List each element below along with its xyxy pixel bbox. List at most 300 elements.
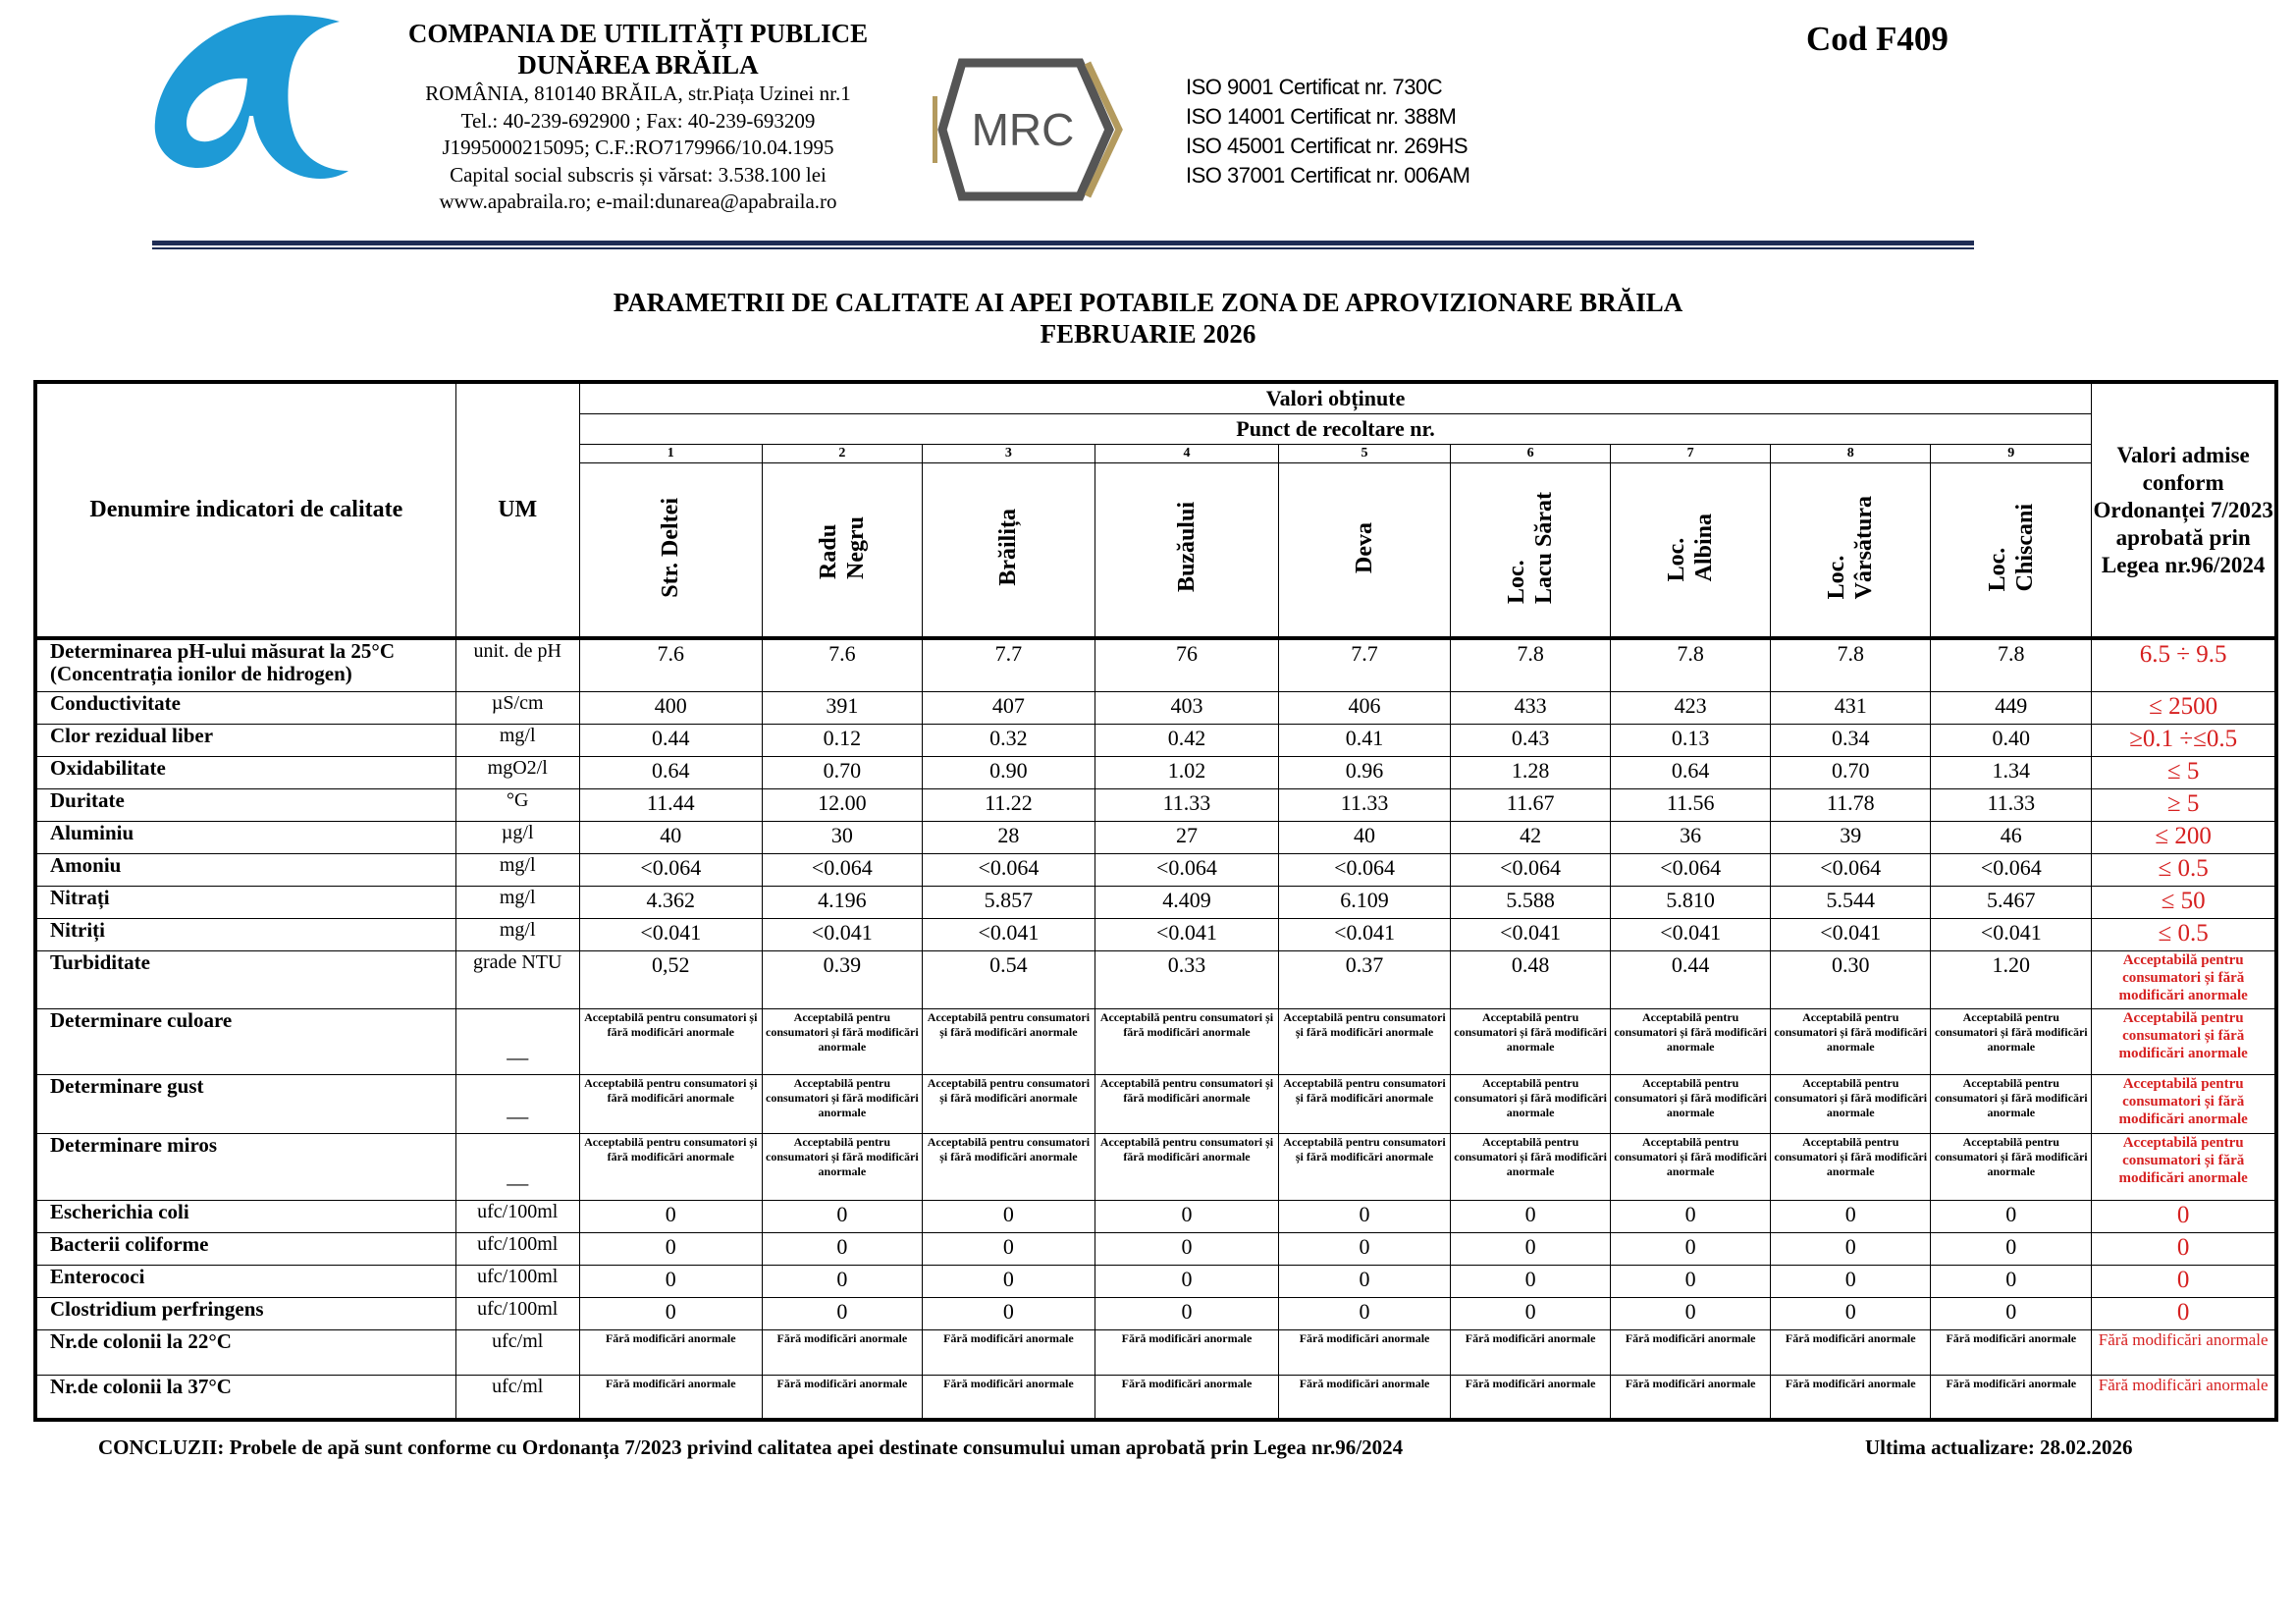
last-update-text: Ultima actualizare: 28.02.2026 bbox=[1865, 1435, 2133, 1459]
sampling-point-name: Str. Deltei bbox=[658, 497, 684, 598]
measured-value: Fără modificări anormale bbox=[1095, 1375, 1278, 1420]
measured-value: 4.409 bbox=[1095, 886, 1278, 918]
table-row bbox=[35, 886, 2276, 918]
measured-value: 0 bbox=[1095, 1200, 1278, 1232]
measured-value: <0.064 bbox=[579, 853, 762, 886]
measured-value: Fără modificări anormale bbox=[1451, 1329, 1611, 1375]
measured-value: 30 bbox=[762, 821, 922, 853]
indicator-unit: mgO2/l bbox=[455, 756, 579, 788]
measured-value: 407 bbox=[922, 691, 1095, 724]
measured-value: 0.33 bbox=[1095, 950, 1278, 1008]
company-name-line2: DUNĂREA BRĂILA bbox=[517, 50, 759, 80]
measured-value: 0 bbox=[762, 1232, 922, 1265]
sampling-point-number: 1 bbox=[579, 445, 762, 463]
measured-value: 0 bbox=[1611, 1265, 1771, 1297]
measured-value: Fără modificări anormale bbox=[1279, 1375, 1451, 1420]
indicator-unit: — bbox=[455, 1074, 579, 1133]
indicator-name: Clor rezidual liber bbox=[35, 724, 455, 756]
measured-value: 0 bbox=[579, 1200, 762, 1232]
measured-value: Fără modificări anormale bbox=[1931, 1375, 2092, 1420]
title-line1: PARAMETRII DE CALITATE AI APEI POTABILE ZONA DE APROVIZIONARE BRĂILA bbox=[613, 288, 1683, 317]
indicator-name: Duritate bbox=[35, 788, 455, 821]
admitted-value: ≥0.1 ÷≤0.5 bbox=[2092, 724, 2276, 756]
measured-value: 0 bbox=[1451, 1297, 1611, 1329]
iso-certificates bbox=[1186, 73, 1470, 190]
table-row bbox=[35, 1265, 2276, 1297]
indicator-name: Determinare culoare bbox=[35, 1008, 455, 1074]
indicator-unit: — bbox=[455, 1008, 579, 1074]
measured-value: 0.42 bbox=[1095, 724, 1278, 756]
measured-value: 7.8 bbox=[1771, 638, 1931, 691]
indicator-name: Nitrați bbox=[35, 886, 455, 918]
admitted-value: 0 bbox=[2092, 1200, 2276, 1232]
measured-value: 0.39 bbox=[762, 950, 922, 1008]
measured-value: 11.22 bbox=[922, 788, 1095, 821]
header-um: UM bbox=[455, 382, 579, 638]
measured-value: Acceptabilă pentru consumatori și fără modificări anormale bbox=[579, 1074, 762, 1133]
measured-value: 4.196 bbox=[762, 886, 922, 918]
admitted-value: ≤ 0.5 bbox=[2092, 918, 2276, 950]
measured-value: 0.30 bbox=[1771, 950, 1931, 1008]
iso-45001: ISO 45001 Certificat nr. 269HS bbox=[1186, 134, 1468, 158]
measured-value: 0 bbox=[1771, 1265, 1931, 1297]
table-row bbox=[35, 724, 2276, 756]
indicator-name: Nr.de colonii la 37°C bbox=[35, 1375, 455, 1420]
measured-value: 400 bbox=[579, 691, 762, 724]
measured-value: 5.810 bbox=[1611, 886, 1771, 918]
measured-value: <0.064 bbox=[1931, 853, 2092, 886]
measured-value: Acceptabilă pentru consumatori și fără modificări anormale bbox=[1451, 1074, 1611, 1133]
measured-value: 0 bbox=[1771, 1297, 1931, 1329]
measured-value: 7.7 bbox=[1279, 638, 1451, 691]
measured-value: 0 bbox=[1931, 1200, 2092, 1232]
measured-value: Fără modificări anormale bbox=[1771, 1375, 1931, 1420]
indicator-unit: µg/l bbox=[455, 821, 579, 853]
iso-14001: ISO 14001 Certificat nr. 388M bbox=[1186, 104, 1457, 129]
measured-value: 0.64 bbox=[579, 756, 762, 788]
measured-value: <0.041 bbox=[1931, 918, 2092, 950]
header-admitted-values: Valori admise conform Ordonanței 7/2023 aprobată prin Legea nr.96/2024 bbox=[2092, 382, 2276, 638]
company-web: www.apabraila.ro; e-mail:dunarea@apabraila.ro bbox=[439, 189, 837, 213]
indicator-unit: mg/l bbox=[455, 724, 579, 756]
measured-value: Acceptabilă pentru consumatori și fără modificări anormale bbox=[1931, 1008, 2092, 1074]
admitted-value: ≤ 0.5 bbox=[2092, 853, 2276, 886]
header-sampling-points: Punct de recoltare nr. bbox=[579, 414, 2092, 445]
measured-value: 0.13 bbox=[1611, 724, 1771, 756]
admitted-value: ≤ 200 bbox=[2092, 821, 2276, 853]
measured-value: 0.70 bbox=[1771, 756, 1931, 788]
measured-value: 406 bbox=[1279, 691, 1451, 724]
measured-value: 0 bbox=[1931, 1232, 2092, 1265]
table-row bbox=[35, 788, 2276, 821]
company-logo-icon bbox=[147, 14, 348, 181]
sampling-point-name: Radu Negru bbox=[815, 515, 869, 579]
indicator-name: Escherichia coli bbox=[35, 1200, 455, 1232]
measured-value: <0.064 bbox=[1279, 853, 1451, 886]
measured-value: 11.44 bbox=[579, 788, 762, 821]
measured-value: <0.064 bbox=[1095, 853, 1278, 886]
admitted-value: ≤ 2500 bbox=[2092, 691, 2276, 724]
measured-value: <0.041 bbox=[1451, 918, 1611, 950]
title-line2: FEBRUARIE 2026 bbox=[1040, 319, 1256, 349]
sampling-point-number: 4 bbox=[1095, 445, 1278, 463]
table-row bbox=[35, 1200, 2276, 1232]
indicator-unit: ufc/100ml bbox=[455, 1265, 579, 1297]
measured-value: Acceptabilă pentru consumatori și fără modificări anormale bbox=[1451, 1008, 1611, 1074]
measured-value: 0 bbox=[922, 1200, 1095, 1232]
admitted-value: ≥ 5 bbox=[2092, 788, 2276, 821]
measured-value: Fără modificări anormale bbox=[762, 1375, 922, 1420]
measured-value: Fără modificări anormale bbox=[1611, 1329, 1771, 1375]
measured-value: 11.33 bbox=[1279, 788, 1451, 821]
measured-value: 0 bbox=[1451, 1265, 1611, 1297]
table-row bbox=[35, 821, 2276, 853]
indicator-name: Determinare miros bbox=[35, 1133, 455, 1200]
measured-value: Acceptabilă pentru consumatori și fără modificări anormale bbox=[1931, 1074, 2092, 1133]
sampling-point-location bbox=[579, 463, 762, 639]
measured-value: 4.362 bbox=[579, 886, 762, 918]
measured-value: 0 bbox=[579, 1265, 762, 1297]
indicator-name: Bacterii coliforme bbox=[35, 1232, 455, 1265]
measured-value: Acceptabilă pentru consumatori și fără modificări anormale bbox=[1451, 1133, 1611, 1200]
table-row bbox=[35, 1074, 2276, 1133]
sampling-point-location bbox=[1451, 463, 1611, 639]
measured-value: 0.41 bbox=[1279, 724, 1451, 756]
measured-value: 39 bbox=[1771, 821, 1931, 853]
mrc-certification-logo-icon bbox=[933, 57, 1124, 202]
table-row bbox=[35, 638, 2276, 691]
header-divider-thin bbox=[152, 247, 1974, 249]
sampling-point-location bbox=[922, 463, 1095, 639]
measured-value: Fără modificări anormale bbox=[1095, 1329, 1278, 1375]
measured-value: 1.34 bbox=[1931, 756, 2092, 788]
indicator-unit: — bbox=[455, 1133, 579, 1200]
table-row bbox=[35, 756, 2276, 788]
measured-value: Acceptabilă pentru consumatori și fără modificări anormale bbox=[1279, 1133, 1451, 1200]
measured-value: 0.70 bbox=[762, 756, 922, 788]
sampling-point-location bbox=[1931, 463, 2092, 639]
admitted-value: Acceptabilă pentru consumatori și fără modificări anormale bbox=[2092, 1074, 2276, 1133]
iso-9001: ISO 9001 Certificat nr. 730C bbox=[1186, 75, 1443, 99]
water-quality-table bbox=[33, 380, 2278, 1422]
measured-value: 7.6 bbox=[579, 638, 762, 691]
measured-value: Acceptabilă pentru consumatori și fără modificări anormale bbox=[922, 1074, 1095, 1133]
admitted-value: Fără modificări anormale bbox=[2092, 1375, 2276, 1420]
table-row bbox=[35, 1297, 2276, 1329]
indicator-unit: mg/l bbox=[455, 918, 579, 950]
measured-value: 28 bbox=[922, 821, 1095, 853]
measured-value: Fără modificări anormale bbox=[579, 1375, 762, 1420]
sampling-point-number: 5 bbox=[1279, 445, 1451, 463]
header-indicator-name: Denumire indicatori de calitate bbox=[35, 382, 455, 638]
header-values-obtained: Valori obținute bbox=[579, 382, 2092, 414]
indicator-name: Clostridium perfringens bbox=[35, 1297, 455, 1329]
measured-value: 0 bbox=[1931, 1297, 2092, 1329]
measured-value: Fără modificări anormale bbox=[922, 1329, 1095, 1375]
measured-value: Acceptabilă pentru consumatori și fără modificări anormale bbox=[1931, 1133, 2092, 1200]
measured-value: 0 bbox=[1095, 1297, 1278, 1329]
table-row bbox=[35, 1232, 2276, 1265]
indicator-name: Nr.de colonii la 22°C bbox=[35, 1329, 455, 1375]
indicator-unit: unit. de pH bbox=[455, 638, 579, 691]
company-name-line1: COMPANIA DE UTILITĂȚI PUBLICE bbox=[407, 19, 869, 48]
measured-value: Acceptabilă pentru consumatori și fără modificări anormale bbox=[1771, 1074, 1931, 1133]
measured-value: <0.064 bbox=[1771, 853, 1931, 886]
measured-value: <0.041 bbox=[1771, 918, 1931, 950]
measured-value: Fără modificări anormale bbox=[1451, 1375, 1611, 1420]
measured-value: Fără modificări anormale bbox=[762, 1329, 922, 1375]
measured-value: 7.8 bbox=[1451, 638, 1611, 691]
measured-value: 0.48 bbox=[1451, 950, 1611, 1008]
measured-value: 0,52 bbox=[579, 950, 762, 1008]
indicator-unit: ufc/100ml bbox=[455, 1200, 579, 1232]
measured-value: Acceptabilă pentru consumatori și fără modificări anormale bbox=[1279, 1074, 1451, 1133]
sampling-point-number: 2 bbox=[762, 445, 922, 463]
measured-value: 11.33 bbox=[1095, 788, 1278, 821]
indicator-unit: µS/cm bbox=[455, 691, 579, 724]
measured-value: Acceptabilă pentru consumatori și fără modificări anormale bbox=[922, 1133, 1095, 1200]
measured-value: Fără modificări anormale bbox=[1931, 1329, 2092, 1375]
measured-value: 0.12 bbox=[762, 724, 922, 756]
company-registry: J1995000215095; C.F.:RO7179966/10.04.1995 bbox=[442, 135, 834, 159]
indicator-name: Amoniu bbox=[35, 853, 455, 886]
measured-value: 0 bbox=[1279, 1232, 1451, 1265]
measured-value: <0.064 bbox=[762, 853, 922, 886]
measured-value: 0 bbox=[922, 1297, 1095, 1329]
sampling-point-name: Deva bbox=[1352, 521, 1378, 573]
measured-value: Acceptabilă pentru consumatori și fără modificări anormale bbox=[579, 1008, 762, 1074]
sampling-point-name: Buzăului bbox=[1173, 502, 1200, 593]
indicator-name: Aluminiu bbox=[35, 821, 455, 853]
measured-value: 7.8 bbox=[1611, 638, 1771, 691]
sampling-point-name: Loc. Lacu Sărat bbox=[1504, 491, 1558, 604]
table-row bbox=[35, 853, 2276, 886]
conclusion-text: CONCLUZII: Probele de apă sunt conforme cu Ordonanța 7/2023 privind calitatea apei destinate consumului uman aprobată prin Legea nr.96/2024 bbox=[98, 1435, 1404, 1459]
measured-value: Fără modificări anormale bbox=[579, 1329, 762, 1375]
measured-value: 423 bbox=[1611, 691, 1771, 724]
indicator-unit: mg/l bbox=[455, 853, 579, 886]
measured-value: 403 bbox=[1095, 691, 1278, 724]
indicator-unit: ufc/100ml bbox=[455, 1297, 579, 1329]
measured-value: Acceptabilă pentru consumatori și fără modificări anormale bbox=[579, 1133, 762, 1200]
measured-value: Acceptabilă pentru consumatori și fără modificări anormale bbox=[762, 1074, 922, 1133]
measured-value: <0.041 bbox=[762, 918, 922, 950]
indicator-name: Nitriți bbox=[35, 918, 455, 950]
indicator-name: Oxidabilitate bbox=[35, 756, 455, 788]
measured-value: 12.00 bbox=[762, 788, 922, 821]
measured-value: 0 bbox=[1771, 1232, 1931, 1265]
measured-value: 0 bbox=[762, 1200, 922, 1232]
measured-value: 0.64 bbox=[1611, 756, 1771, 788]
indicator-name: Enterococi bbox=[35, 1265, 455, 1297]
measured-value: 46 bbox=[1931, 821, 2092, 853]
measured-value: Acceptabilă pentru consumatori și fără modificări anormale bbox=[922, 1008, 1095, 1074]
measured-value: Acceptabilă pentru consumatori și fără modificări anormale bbox=[1279, 1008, 1451, 1074]
measured-value: 0 bbox=[1095, 1232, 1278, 1265]
sampling-point-name: Loc. Chiscani bbox=[1984, 503, 2038, 592]
indicator-name: Turbiditate bbox=[35, 950, 455, 1008]
admitted-value: ≤ 50 bbox=[2092, 886, 2276, 918]
measured-value: 36 bbox=[1611, 821, 1771, 853]
measured-value: 7.8 bbox=[1931, 638, 2092, 691]
measured-value: 0.40 bbox=[1931, 724, 2092, 756]
measured-value: <0.041 bbox=[1095, 918, 1278, 950]
table-row bbox=[35, 1133, 2276, 1200]
measured-value: Acceptabilă pentru consumatori și fără modificări anormale bbox=[1771, 1133, 1931, 1200]
header-divider bbox=[152, 241, 1974, 245]
measured-value: 0.34 bbox=[1771, 724, 1931, 756]
measured-value: 0.37 bbox=[1279, 950, 1451, 1008]
admitted-value: 0 bbox=[2092, 1297, 2276, 1329]
form-code: Cod F409 bbox=[1806, 20, 1949, 58]
measured-value: Acceptabilă pentru consumatori și fără modificări anormale bbox=[762, 1133, 922, 1200]
iso-37001: ISO 37001 Certificat nr. 006AM bbox=[1186, 163, 1470, 188]
measured-value: 7.6 bbox=[762, 638, 922, 691]
measured-value: <0.041 bbox=[922, 918, 1095, 950]
indicator-unit: °G bbox=[455, 788, 579, 821]
measured-value: 11.67 bbox=[1451, 788, 1611, 821]
admitted-value: 0 bbox=[2092, 1265, 2276, 1297]
indicator-unit: ufc/ml bbox=[455, 1375, 579, 1420]
document-title bbox=[0, 287, 2296, 350]
measured-value: 433 bbox=[1451, 691, 1611, 724]
measured-value: Acceptabilă pentru consumatori și fără modificări anormale bbox=[1611, 1074, 1771, 1133]
sampling-point-name: Loc. Albina bbox=[1664, 513, 1718, 582]
sampling-point-location bbox=[1771, 463, 1931, 639]
measured-value: 40 bbox=[1279, 821, 1451, 853]
measured-value: Fără modificări anormale bbox=[1611, 1375, 1771, 1420]
sampling-point-location bbox=[1279, 463, 1451, 639]
measured-value: 0.90 bbox=[922, 756, 1095, 788]
measured-value: 0.96 bbox=[1279, 756, 1451, 788]
measured-value: 0 bbox=[1279, 1200, 1451, 1232]
measured-value: 0 bbox=[1279, 1297, 1451, 1329]
measured-value: Acceptabilă pentru consumatori și fără modificări anormale bbox=[1095, 1008, 1278, 1074]
measured-value: 11.56 bbox=[1611, 788, 1771, 821]
measured-value: Fără modificări anormale bbox=[1279, 1329, 1451, 1375]
measured-value: 0.32 bbox=[922, 724, 1095, 756]
measured-value: Fără modificări anormale bbox=[1771, 1329, 1931, 1375]
measured-value: Fără modificări anormale bbox=[922, 1375, 1095, 1420]
sampling-point-name: Loc. Vârsătura bbox=[1824, 495, 1878, 600]
measured-value: 0 bbox=[762, 1297, 922, 1329]
measured-value: <0.041 bbox=[579, 918, 762, 950]
admitted-value: 6.5 ÷ 9.5 bbox=[2092, 638, 2276, 691]
table-row bbox=[35, 950, 2276, 1008]
measured-value: 0.44 bbox=[579, 724, 762, 756]
company-address: ROMÂNIA, 810140 BRĂILA, str.Piața Uzinei nr.1 bbox=[425, 81, 851, 105]
sampling-point-location bbox=[762, 463, 922, 639]
measured-value: Acceptabilă pentru consumatori și fără modificări anormale bbox=[762, 1008, 922, 1074]
measured-value: <0.064 bbox=[1451, 853, 1611, 886]
measured-value: 5.544 bbox=[1771, 886, 1931, 918]
indicator-unit: ufc/100ml bbox=[455, 1232, 579, 1265]
company-info bbox=[378, 18, 898, 216]
measured-value: 5.588 bbox=[1451, 886, 1611, 918]
sampling-point-name: Brăilița bbox=[995, 509, 1022, 586]
indicator-name: Conductivitate bbox=[35, 691, 455, 724]
measured-value: Acceptabilă pentru consumatori și fără modificări anormale bbox=[1611, 1008, 1771, 1074]
measured-value: <0.064 bbox=[922, 853, 1095, 886]
mrc-logo-text: MRC bbox=[971, 104, 1075, 155]
measured-value: 0.43 bbox=[1451, 724, 1611, 756]
measured-value: 0 bbox=[1611, 1297, 1771, 1329]
measured-value: 0 bbox=[1451, 1232, 1611, 1265]
measured-value: 5.857 bbox=[922, 886, 1095, 918]
measured-value: 7.7 bbox=[922, 638, 1095, 691]
measured-value: 40 bbox=[579, 821, 762, 853]
measured-value: 11.78 bbox=[1771, 788, 1931, 821]
measured-value: Acceptabilă pentru consumatori și fără modificări anormale bbox=[1611, 1133, 1771, 1200]
sampling-point-number: 7 bbox=[1611, 445, 1771, 463]
table-row bbox=[35, 918, 2276, 950]
measured-value: 0.54 bbox=[922, 950, 1095, 1008]
table-row bbox=[35, 1329, 2276, 1375]
measured-value: Acceptabilă pentru consumatori și fără modificări anormale bbox=[1095, 1074, 1278, 1133]
measured-value: 76 bbox=[1095, 638, 1278, 691]
measured-value: 42 bbox=[1451, 821, 1611, 853]
sampling-point-number: 9 bbox=[1931, 445, 2092, 463]
sampling-point-number: 6 bbox=[1451, 445, 1611, 463]
measured-value: <0.041 bbox=[1611, 918, 1771, 950]
measured-value: 0 bbox=[1611, 1200, 1771, 1232]
measured-value: 0.44 bbox=[1611, 950, 1771, 1008]
measured-value: 6.109 bbox=[1279, 886, 1451, 918]
measured-value: 0 bbox=[1931, 1265, 2092, 1297]
indicator-name: Determinarea pH-ului măsurat la 25°C (Concentrația ionilor de hidrogen) bbox=[35, 638, 455, 691]
measured-value: <0.064 bbox=[1611, 853, 1771, 886]
measured-value: 0 bbox=[1611, 1232, 1771, 1265]
measured-value: Acceptabilă pentru consumatori și fără modificări anormale bbox=[1095, 1133, 1278, 1200]
table-row bbox=[35, 1008, 2276, 1074]
sampling-point-location bbox=[1095, 463, 1278, 639]
admitted-value: Fără modificări anormale bbox=[2092, 1329, 2276, 1375]
table-row bbox=[35, 691, 2276, 724]
company-capital: Capital social subscris și vărsat: 3.538.100 lei bbox=[450, 162, 827, 187]
admitted-value: Acceptabilă pentru consumatori și fără modificări anormale bbox=[2092, 1008, 2276, 1074]
measured-value: <0.041 bbox=[1279, 918, 1451, 950]
measured-value: 0 bbox=[579, 1232, 762, 1265]
measured-value: 11.33 bbox=[1931, 788, 2092, 821]
indicator-name: Determinare gust bbox=[35, 1074, 455, 1133]
measured-value: 0 bbox=[1771, 1200, 1931, 1232]
admitted-value: Acceptabilă pentru consumatori și fără modificări anormale bbox=[2092, 1133, 2276, 1200]
table-row bbox=[35, 1375, 2276, 1420]
indicator-unit: grade NTU bbox=[455, 950, 579, 1008]
admitted-value: Acceptabilă pentru consumatori și fără modificări anormale bbox=[2092, 950, 2276, 1008]
measured-value: 0 bbox=[922, 1265, 1095, 1297]
measured-value: 431 bbox=[1771, 691, 1931, 724]
admitted-value: 0 bbox=[2092, 1232, 2276, 1265]
measured-value: 0 bbox=[762, 1265, 922, 1297]
company-phone: Tel.: 40-239-692900 ; Fax: 40-239-693209 bbox=[460, 108, 816, 133]
indicator-unit: ufc/ml bbox=[455, 1329, 579, 1375]
measured-value: 5.467 bbox=[1931, 886, 2092, 918]
measured-value: 391 bbox=[762, 691, 922, 724]
measured-value: 27 bbox=[1095, 821, 1278, 853]
measured-value: 1.02 bbox=[1095, 756, 1278, 788]
measured-value: 449 bbox=[1931, 691, 2092, 724]
measured-value: 0 bbox=[922, 1232, 1095, 1265]
sampling-point-location bbox=[1611, 463, 1771, 639]
measured-value: 0 bbox=[1095, 1265, 1278, 1297]
indicator-unit: mg/l bbox=[455, 886, 579, 918]
sampling-point-number: 8 bbox=[1771, 445, 1931, 463]
measured-value: Acceptabilă pentru consumatori și fără modificări anormale bbox=[1771, 1008, 1931, 1074]
sampling-point-number: 3 bbox=[922, 445, 1095, 463]
measured-value: 1.28 bbox=[1451, 756, 1611, 788]
measured-value: 0 bbox=[1279, 1265, 1451, 1297]
